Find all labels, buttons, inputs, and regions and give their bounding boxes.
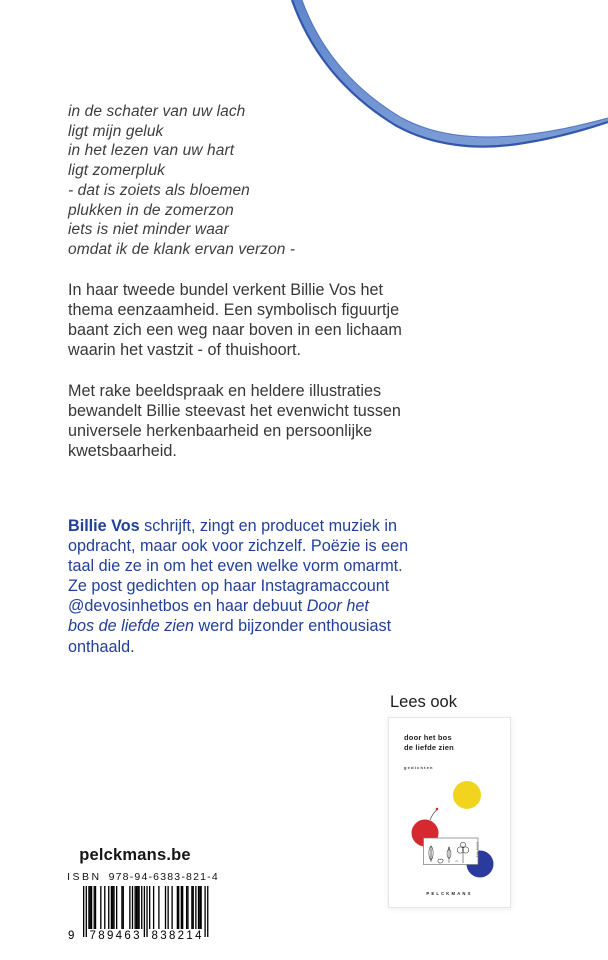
paragraph-line: thema eenzaamheid. Een symbolisch figuurtje (68, 301, 400, 320)
bio-line: @devosinhetbos en haar debuut Door het (68, 597, 369, 616)
related-book-subtitle: gedichten (404, 765, 434, 770)
bio-line: opdracht, maar ook voor zichzelf. Poëzie is een (68, 537, 409, 556)
barcode-digits-group2: 838214 (151, 930, 202, 942)
related-book-illustration (389, 718, 510, 907)
poem-line: ligt mijn geluk (68, 122, 164, 140)
isbn-label: ISBN (67, 871, 102, 883)
bio-line: Ze post gedichten op haar Instagramaccount (68, 577, 390, 596)
related-book-thumbnail (388, 717, 511, 908)
isbn-line (43, 871, 243, 883)
author-bio (68, 516, 488, 657)
paragraph-line: Met rake beeldspraak en heldere illustraties (68, 382, 382, 400)
barcode-digits-group1: 789463 (89, 930, 140, 942)
poem-line: plukken in de zomerzon (68, 201, 234, 219)
bio-line: onthaald. (68, 637, 135, 656)
barcode-digit-first: 9 (68, 930, 75, 942)
paragraph-line: In haar tweede bundel verkent Billie Vos het (68, 281, 383, 299)
paragraph-line: kwetsbaarheid. (68, 442, 177, 461)
bio-line: Billie Vos schrijft, zingt en producet muziek in (68, 517, 397, 535)
poem-line: in het lezen van uw hart (68, 142, 235, 160)
poem-line: iets is niet minder waar (68, 221, 229, 239)
sun-circle (453, 781, 481, 809)
poem-line: in de schater van uw lach (68, 103, 246, 120)
bio-line: taal die ze in om het even welke vorm omarmt. (68, 557, 403, 576)
poem-line: ligt zomerpluk (68, 162, 166, 180)
poem-line: omdat ik de klank ervan verzon - (68, 240, 296, 258)
paragraph-line: waarin het vastzit - of thuishoort. (68, 341, 302, 360)
paragraph-line: bewandelt Billie steevast het evenwicht tussen (68, 402, 401, 421)
bio-line: bos de liefde zien werd bijzonder enthousiast (68, 617, 392, 636)
ean-barcode (67, 886, 222, 946)
blurb-paragraph-2 (68, 381, 488, 461)
poem-quote (68, 102, 295, 260)
publisher-website: pelckmans.be (79, 846, 191, 864)
related-book-publisher: PELCKMANS (426, 891, 473, 896)
spine-text: billie vos (475, 842, 480, 858)
isbn-number: 978-94-6383-821-4 (108, 871, 219, 883)
paragraph-line: universele herkenbaarheid en persoonlijke (68, 422, 373, 441)
lees-ook-heading: Lees ook (390, 693, 457, 711)
blurb-paragraph-1 (68, 280, 488, 360)
poem-line: - dat is zoiets als bloemen (68, 181, 250, 199)
paragraph-line: baant zich een weg naar boven in een lichaam (68, 321, 402, 340)
related-book-title: door het bos de liefde zien (404, 733, 454, 752)
